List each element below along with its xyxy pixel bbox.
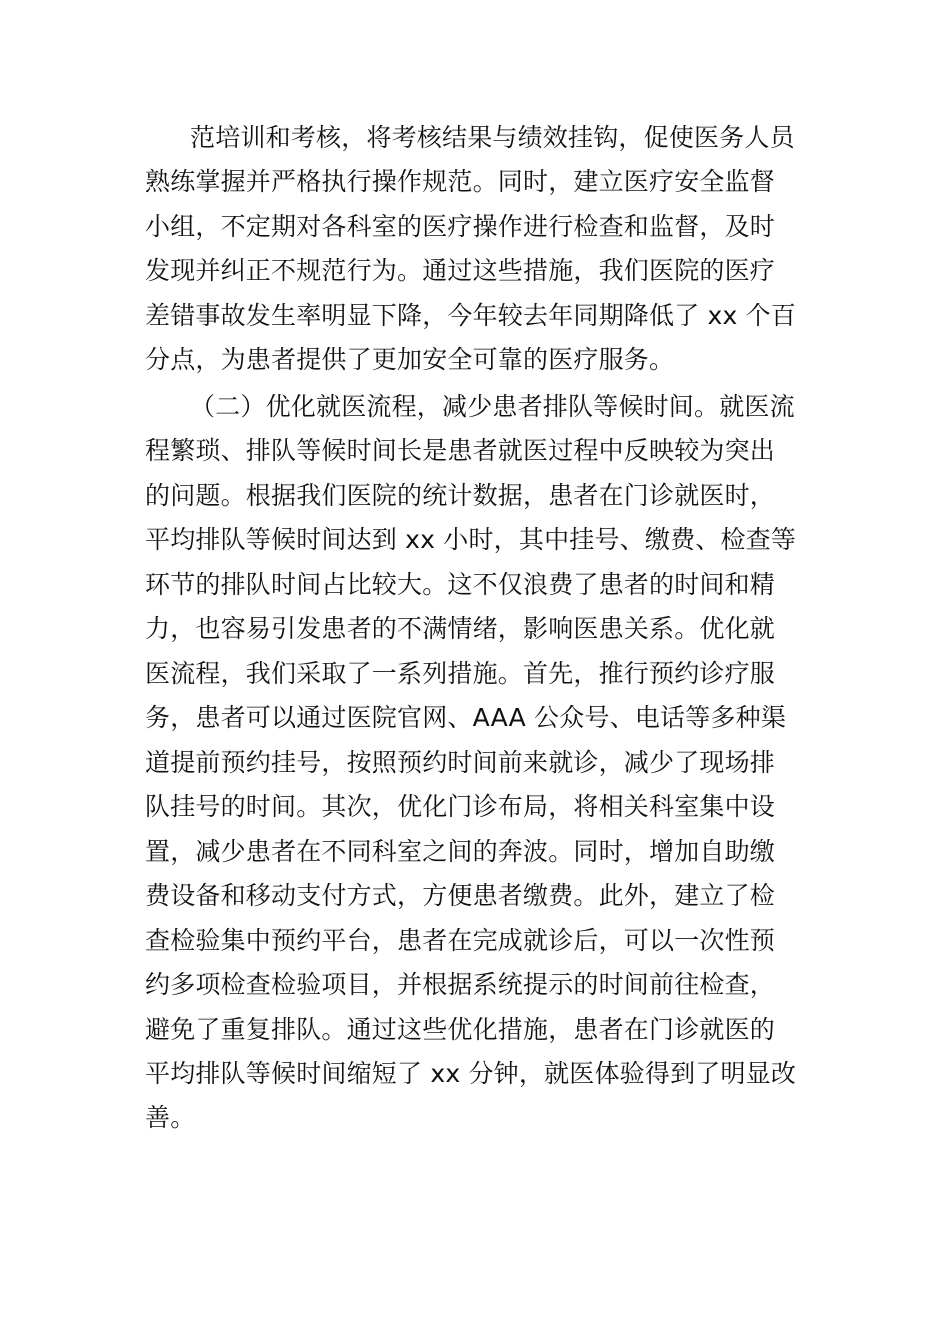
paragraph-line: 发现并纠正不规范行为。通过这些措施，我们医院的医疗 bbox=[145, 256, 776, 285]
paragraph-line: 避免了重复排队。通过这些优化措施，患者在门诊就医的 bbox=[145, 1015, 776, 1044]
paragraph-line: 范培训和考核，将考核结果与绩效挂钩，促使医务人员 bbox=[190, 123, 795, 152]
paragraph-line: 置，减少患者在不同科室之间的奔波。同时，增加自助缴 bbox=[145, 837, 776, 866]
paragraph-line: 平均排队等候时间达到 xx 小时，其中挂号、缴费、检查等 bbox=[145, 525, 797, 554]
paragraph-line: 分点，为患者提供了更加安全可靠的医疗服务。 bbox=[145, 345, 675, 374]
paragraph-line: 熟练掌握并严格执行操作规范。同时，建立医疗安全监督 bbox=[145, 167, 776, 196]
paragraph-line: 的问题。根据我们医院的统计数据，患者在门诊就医时， bbox=[145, 481, 776, 510]
section-heading-line: （二）优化就医流程，减少患者排队等候时间。就医流 bbox=[190, 392, 795, 421]
paragraph-line: 善。 bbox=[145, 1103, 196, 1132]
paragraph-line: 队挂号的时间。其次，优化门诊布局，将相关科室集中设 bbox=[145, 792, 776, 821]
paragraph-line: 差错事故发生率明显下降，今年较去年同期降低了 xx 个百 bbox=[145, 301, 797, 330]
paragraph-line: 道提前预约挂号，按照预约时间前来就诊，减少了现场排 bbox=[145, 748, 776, 777]
paragraph-line: 环节的排队时间占比较大。这不仅浪费了患者的时间和精 bbox=[145, 570, 776, 599]
paragraph-line: 费设备和移动支付方式，方便患者缴费。此外，建立了检 bbox=[145, 881, 776, 910]
paragraph-line: 程繁琐、排队等候时间长是患者就医过程中反映较为突出 bbox=[145, 436, 776, 465]
paragraph-line: 力，也容易引发患者的不满情绪，影响医患关系。优化就 bbox=[145, 614, 776, 643]
paragraph-line: 医流程，我们采取了一系列措施。首先，推行预约诊疗服 bbox=[145, 659, 776, 688]
paragraph-line: 平均排队等候时间缩短了 xx 分钟，就医体验得到了明显改 bbox=[145, 1059, 797, 1088]
paragraph-line: 务，患者可以通过医院官网、AAA 公众号、电话等多种渠 bbox=[145, 703, 787, 732]
paragraph-line: 小组，不定期对各科室的医疗操作进行检查和监督，及时 bbox=[145, 212, 776, 241]
paragraph-line: 查检验集中预约平台，患者在完成就诊后，可以一次性预 bbox=[145, 926, 776, 955]
paragraph-line: 约多项检查检验项目，并根据系统提示的时间前往检查， bbox=[145, 970, 776, 999]
